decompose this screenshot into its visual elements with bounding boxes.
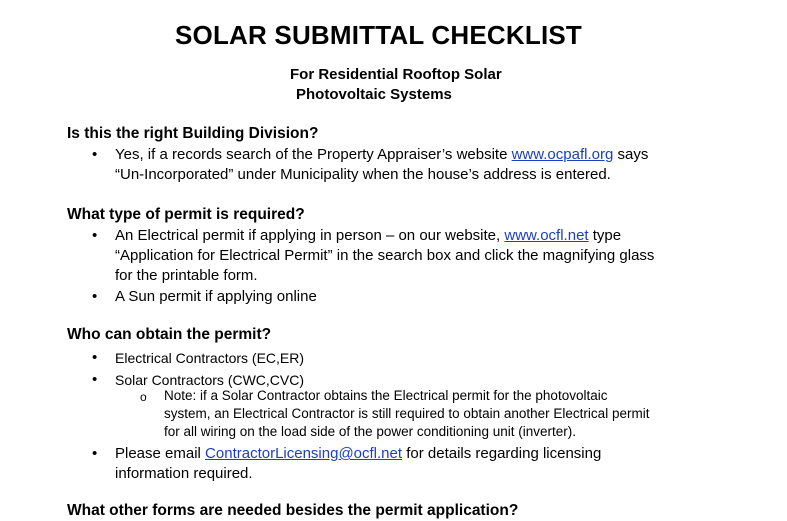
- list-item-text: for details regarding licensing: [402, 445, 602, 462]
- section-heading-permit-type: What type of permit is required?: [67, 206, 305, 223]
- subtitle-line-1: For Residential Rooftop Solar: [290, 66, 502, 83]
- list-item-electrical-permit: [115, 226, 621, 246]
- list-item-text: says: [613, 146, 649, 163]
- section-heading-who-can-obtain: Who can obtain the permit?: [67, 326, 272, 343]
- list-item-text: type: [588, 227, 622, 244]
- sub-bullet-icon: o: [140, 390, 147, 404]
- list-item-solar-contractors: Solar Contractors (CWC,CVC): [115, 372, 305, 388]
- note-line-3: for all wiring on the load side of the power conditioning unit (inverter).: [164, 424, 576, 439]
- section-heading-other-forms: What other forms are needed besides the permit application?: [67, 502, 519, 519]
- note-line-2: system, an Electrical Contractor is still required to obtain another Electrical permit: [164, 406, 650, 421]
- bullet-icon: •: [92, 227, 98, 244]
- bullet-icon: •: [92, 349, 98, 366]
- link-contractor-licensing-email[interactable]: ContractorLicensing@ocfl.net: [205, 445, 403, 462]
- list-item-text-line3: for the printable form.: [115, 267, 258, 284]
- subtitle-line-2: Photovoltaic Systems: [296, 86, 452, 103]
- link-ocpafl[interactable]: www.ocpafl.org: [511, 146, 614, 163]
- list-item-text: Yes, if a records search of the Property Appraiser’s website: [115, 146, 512, 163]
- note-line-1: Note: if a Solar Contractor obtains the Electrical permit for the photovoltaic: [164, 388, 608, 403]
- section-heading-building-division: Is this the right Building Division?: [67, 125, 319, 142]
- bullet-icon: •: [92, 288, 98, 305]
- list-item-electrical-contractors: Electrical Contractors (EC,ER): [115, 350, 305, 366]
- list-item-text-line2: “Un-Incorporated” under Municipality when the house’s address is entered.: [115, 166, 611, 183]
- bullet-icon: •: [92, 445, 98, 462]
- link-ocfl[interactable]: www.ocfl.net: [504, 227, 589, 244]
- list-item-email-licensing: [115, 444, 601, 464]
- list-item-appraiser-search: [115, 145, 648, 165]
- list-item-text: An Electrical permit if applying in person – on our website,: [115, 227, 505, 244]
- list-item-text-line2: “Application for Electrical Permit” in the search box and click the magnifying glass: [115, 247, 655, 264]
- list-item-sun-permit: A Sun permit if applying online: [115, 288, 317, 305]
- list-item-text: Please email: [115, 445, 206, 462]
- list-item-text-line2: information required.: [115, 465, 253, 482]
- bullet-icon: •: [92, 146, 98, 163]
- page-title: SOLAR SUBMITTAL CHECKLIST: [174, 20, 583, 50]
- bullet-icon: •: [92, 371, 98, 388]
